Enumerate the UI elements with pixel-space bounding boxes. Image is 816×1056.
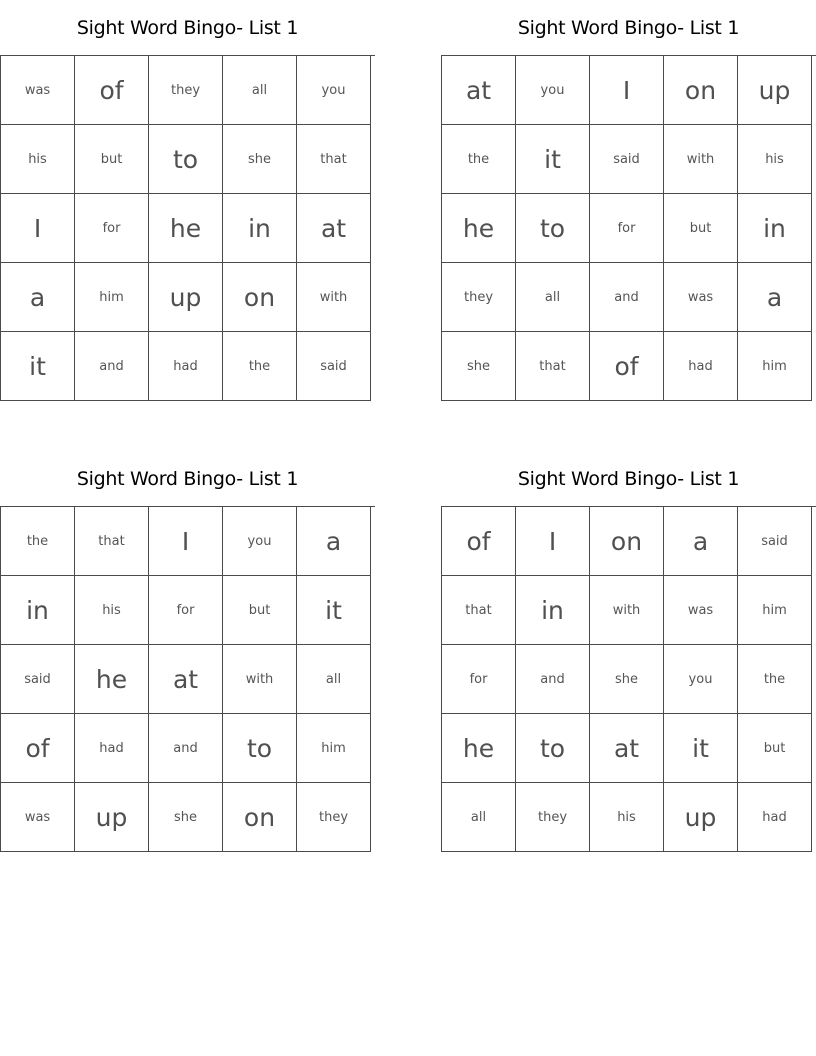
bingo-cell: his xyxy=(75,576,149,645)
bingo-cell: of xyxy=(442,507,516,576)
bingo-cell: she xyxy=(442,332,516,401)
bingo-cell: he xyxy=(149,194,223,263)
bingo-cell: that xyxy=(75,507,149,576)
bingo-cell: at xyxy=(297,194,371,263)
bingo-cell: for xyxy=(590,194,664,263)
bingo-grid xyxy=(0,55,375,401)
bingo-cell: at xyxy=(590,714,664,783)
bingo-card-1 xyxy=(0,10,375,401)
bingo-cell: at xyxy=(149,645,223,714)
bingo-cell: with xyxy=(590,576,664,645)
bingo-cell: had xyxy=(75,714,149,783)
bingo-cell: you xyxy=(516,56,590,125)
bingo-cell: but xyxy=(75,125,149,194)
bingo-cell: him xyxy=(738,576,812,645)
bingo-cell: was xyxy=(1,56,75,125)
bingo-cell: she xyxy=(149,783,223,852)
bingo-cell: I xyxy=(516,507,590,576)
bingo-cell: you xyxy=(297,56,371,125)
bingo-cell: up xyxy=(149,263,223,332)
bingo-cell: that xyxy=(516,332,590,401)
bingo-cell: he xyxy=(442,714,516,783)
bingo-cell: up xyxy=(738,56,812,125)
bingo-cell: but xyxy=(223,576,297,645)
bingo-cell: a xyxy=(297,507,371,576)
bingo-cell: him xyxy=(297,714,371,783)
bingo-cell: was xyxy=(664,263,738,332)
bingo-cell: that xyxy=(297,125,371,194)
bingo-cell: of xyxy=(590,332,664,401)
bingo-cell: at xyxy=(442,56,516,125)
card-title: Sight Word Bingo- List 1 xyxy=(517,468,740,490)
bingo-cell: said xyxy=(297,332,371,401)
bingo-cell: and xyxy=(75,332,149,401)
bingo-cell: said xyxy=(1,645,75,714)
bingo-cell: for xyxy=(442,645,516,714)
bingo-cell: with xyxy=(664,125,738,194)
bingo-cell: she xyxy=(223,125,297,194)
bingo-cell: he xyxy=(442,194,516,263)
bingo-cell: the xyxy=(1,507,75,576)
bingo-cell: all xyxy=(223,56,297,125)
bingo-cell: with xyxy=(223,645,297,714)
bingo-cell: they xyxy=(442,263,516,332)
bingo-cell: it xyxy=(664,714,738,783)
bingo-card-4 xyxy=(441,461,816,852)
bingo-cell: on xyxy=(223,263,297,332)
bingo-cell: to xyxy=(149,125,223,194)
bingo-cell: with xyxy=(297,263,371,332)
bingo-card-3 xyxy=(0,461,375,852)
bingo-cell: was xyxy=(1,783,75,852)
bingo-cell: the xyxy=(442,125,516,194)
bingo-cell: all xyxy=(516,263,590,332)
bingo-cell: on xyxy=(664,56,738,125)
card-title: Sight Word Bingo- List 1 xyxy=(76,468,299,490)
bingo-cell: all xyxy=(297,645,371,714)
bingo-cell: his xyxy=(738,125,812,194)
bingo-cell: in xyxy=(516,576,590,645)
bingo-cell: to xyxy=(223,714,297,783)
bingo-cell: I xyxy=(149,507,223,576)
bingo-cell: a xyxy=(664,507,738,576)
bingo-grid xyxy=(441,506,816,852)
bingo-cell: you xyxy=(664,645,738,714)
bingo-cell: of xyxy=(75,56,149,125)
bingo-cell: in xyxy=(1,576,75,645)
bingo-cell: his xyxy=(1,125,75,194)
bingo-cell: it xyxy=(516,125,590,194)
bingo-cell: she xyxy=(590,645,664,714)
bingo-cell: I xyxy=(590,56,664,125)
bingo-cell: it xyxy=(1,332,75,401)
bingo-cell: up xyxy=(75,783,149,852)
bingo-cell: they xyxy=(149,56,223,125)
bingo-cell: for xyxy=(75,194,149,263)
bingo-cell: the xyxy=(223,332,297,401)
bingo-cell: all xyxy=(442,783,516,852)
card-title: Sight Word Bingo- List 1 xyxy=(76,17,299,39)
bingo-cell: a xyxy=(1,263,75,332)
bingo-cell: on xyxy=(590,507,664,576)
bingo-cell: a xyxy=(738,263,812,332)
bingo-cell: was xyxy=(664,576,738,645)
bingo-cell: said xyxy=(738,507,812,576)
bingo-cell: but xyxy=(664,194,738,263)
bingo-cell: I xyxy=(1,194,75,263)
bingo-cell: in xyxy=(738,194,812,263)
bingo-cell: but xyxy=(738,714,812,783)
bingo-cell: had xyxy=(738,783,812,852)
bingo-cell: and xyxy=(590,263,664,332)
bingo-cell: he xyxy=(75,645,149,714)
bingo-cell: you xyxy=(223,507,297,576)
bingo-cell: in xyxy=(223,194,297,263)
bingo-cell: had xyxy=(664,332,738,401)
bingo-cell: they xyxy=(516,783,590,852)
bingo-cell: up xyxy=(664,783,738,852)
bingo-grid xyxy=(441,55,816,401)
bingo-cell: said xyxy=(590,125,664,194)
bingo-cell: it xyxy=(297,576,371,645)
bingo-cell: and xyxy=(516,645,590,714)
bingo-cell: had xyxy=(149,332,223,401)
bingo-cell: him xyxy=(738,332,812,401)
bingo-cell: for xyxy=(149,576,223,645)
bingo-cell: the xyxy=(738,645,812,714)
bingo-cell: they xyxy=(297,783,371,852)
bingo-cell: to xyxy=(516,194,590,263)
bingo-cell: on xyxy=(223,783,297,852)
bingo-card-2 xyxy=(441,10,816,401)
bingo-cell: to xyxy=(516,714,590,783)
bingo-cell: him xyxy=(75,263,149,332)
bingo-cell: his xyxy=(590,783,664,852)
card-title: Sight Word Bingo- List 1 xyxy=(517,17,740,39)
bingo-cell: and xyxy=(149,714,223,783)
bingo-cell: that xyxy=(442,576,516,645)
bingo-grid xyxy=(0,506,375,852)
bingo-cell: of xyxy=(1,714,75,783)
